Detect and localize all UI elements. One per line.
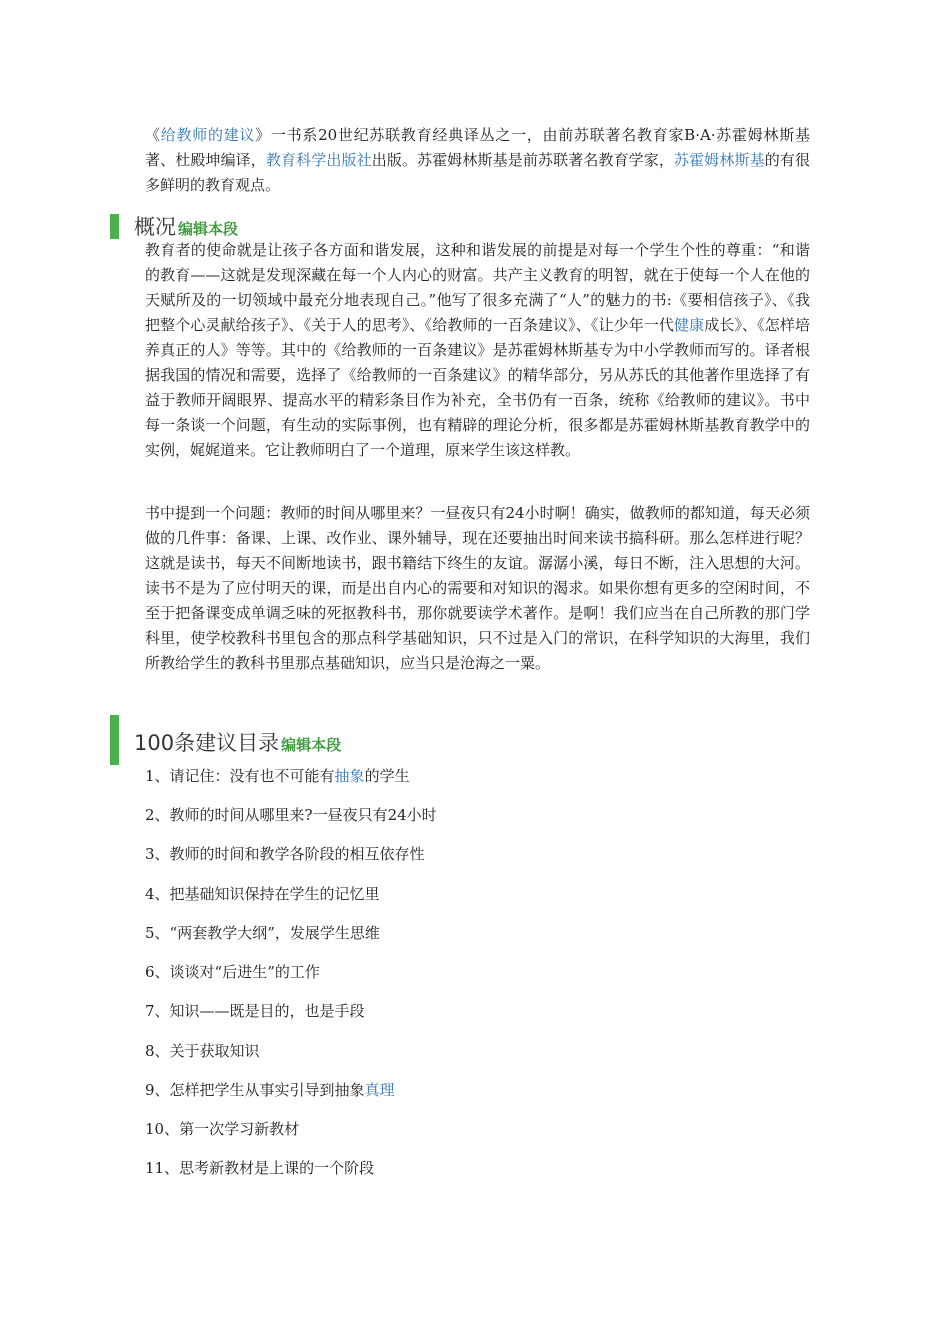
toc-item-text: 1、请记住：没有也不可能有 [145,767,335,785]
toc-item: 7、知识——既是目的，也是手段 [145,1002,365,1020]
overview-title: 概况 [134,215,176,239]
section-title [134,727,341,757]
section-marker-bar [110,214,119,239]
toc-item [145,765,410,787]
toc-item: 4、把基础知识保持在学生的记忆里 [145,885,380,903]
book-title-link[interactable]: 给教师的建议 [160,126,256,144]
paragraph-text: 成长》、《怎样培养真正的人》等等。其中的《给教师的一百条建议》是苏霍姆林斯基专为中小学教师而写的。译者根据我国的情况和需要，选择了《给教师的一百条建议》的精华部分，另从苏氏的其他著作里选择了有益于教师开阔眼界、提高水平的精彩条目作为补充，全书仍有一百条，统称《给教师的建议》。书中每一条谈一个问题，有生动的实际事例，也有精辟的理论分析，很多都是苏霍姆林斯基教育教学中的实例，娓娓道来。它让教师明白了一个道理，原来学生该这样教。 [145,316,810,459]
intro-text: 的有很多鲜明的教育观点。 [145,151,810,194]
toc-item: 5、“两套教学大纲”，发展学生思维 [145,924,380,942]
author-link[interactable]: 苏霍姆林斯基 [674,151,765,169]
toc-item: 6、谈谈对“后进生”的工作 [145,963,320,981]
edit-section-link[interactable]: 编辑本段 [178,220,239,238]
toc-item: 11、思考新教材是上课的一个阶段 [145,1159,375,1177]
toc-title: 100条建议目录 [134,731,280,755]
overview-paragraph-2: 书中提到一个问题：教师的时间从哪里来？一昼夜只有24小时啊！确实，做教师的都知道，每天必须做的几件事：备课、上课、改作业、课外辅导，现在还要抽出时间来读书搞科研。那么怎样进行呢？这就是读书，每天不间断地读书，跟书籍结下终生的友谊。潺潺小溪，每日不断，注入思想的大河。读书不是为了应付明天的课，而是出自内心的需要和对知识的渴求。如果你想有更多的空闲时间，不至于把备课变成单调乏味的死抠教科书，那你就要读学术著作。是啊！我们应当在自己所教的那门学科里，使学校教科书里包含的那点科学基础知识，只不过是入门的常识，在科学知识的大海里，我们所教给学生的教科书里那点基础知识，应当只是沧海之一粟。 [145,504,810,672]
toc-item: 8、关于获取知识 [145,1042,260,1060]
toc-item: 2、教师的时间从哪里来?一昼夜只有24小时 [145,806,437,824]
publisher-link[interactable]: 教育科学出版社 [265,151,372,169]
section-title [134,211,238,241]
toc-item-text: 的学生 [364,767,410,785]
toc-item-text: 9、怎样把学生从事实引导到抽象 [145,1081,365,1099]
truth-link[interactable]: 真理 [364,1081,395,1099]
toc-item [145,1079,395,1101]
overview-paragraph-1 [145,238,810,463]
abstract-link[interactable]: 抽象 [334,767,365,785]
intro-text: 》一书系20世纪苏联教育经典译丛之一，由前苏联著名教育家B·A·苏霍姆林斯基著、杜殿坤编译， [145,126,810,169]
intro-text: 《 [145,126,161,144]
toc-item: 10、第一次学习新教材 [145,1120,300,1138]
edit-section-link[interactable]: 编辑本段 [281,736,342,754]
intro-text: 出版。苏霍姆林斯基是前苏联著名教育学家， [371,151,675,169]
section-marker-bar [110,715,119,765]
toc-item: 3、教师的时间和教学各阶段的相互依存性 [145,845,425,863]
intro-paragraph [145,123,810,198]
health-link[interactable]: 健康 [674,316,705,334]
paragraph-text: 教育者的使命就是让孩子各方面和谐发展，这种和谐发展的前提是对每一个学生个性的尊重：“和谐的教育——这就是发现深藏在每一个人内心的财富。共产主义教育的明智，就在于使每一个人在他的天赋所及的一切领域中最充分地表现自己。”他写了很多充满了“人”的魅力的书:《要相信孩子》、《我把整个心灵献给孩子》、《关于人的思考》、《给教师的一百条建议》、《让少年一代 [145,241,810,334]
